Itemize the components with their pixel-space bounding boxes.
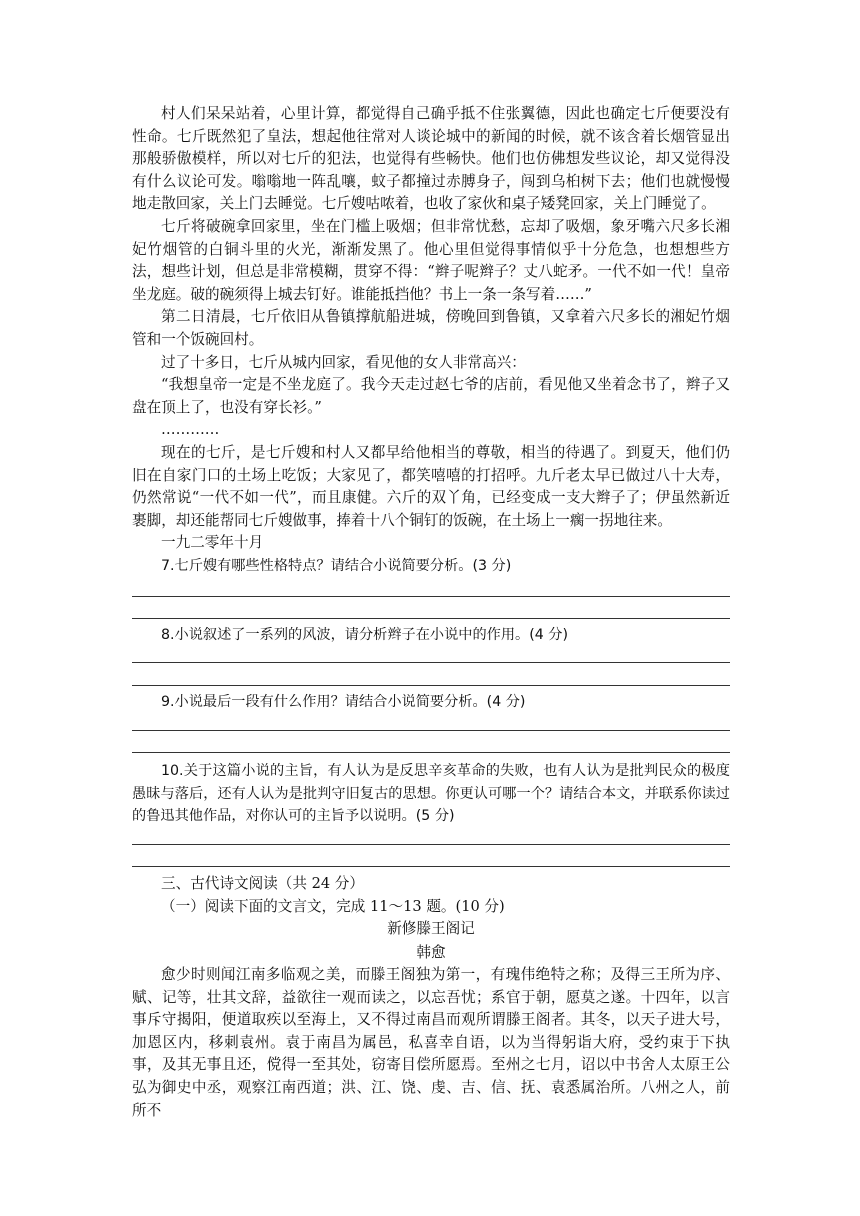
question-text: 8.小说叙述了一系列的风波，请分析辫子在小说中的作用。(4 分)	[161, 627, 569, 643]
section-heading	[132, 873, 730, 918]
answer-line[interactable]	[132, 844, 730, 845]
paragraph: 愈少时则闻江南多临观之美，而滕王阁独为第一，有瑰伟绝特之称；及得三王所为序、赋、记等，壮其文辞，益欲往一观而读之，以忘吾忧；系官于朝，愿莫之遂。十四年，以言事斥守揭阳，便道取疾以至海上，又不得过南昌而观所谓滕王阁者。其冬，以天子进大号，加恩区内，移刺袁州。袁于南昌为属邑，私喜幸自语，以为当得躬诣大府，受约束于下执事，及其无事且还，傥得一至其处，窃寄目偿所愿焉。至州之七月，诏以中书舍人太原王公弘为御史中丞，观察江南西道；洪、江、饶、虔、吉、信、抚、袁悉属治所。八州之人，前所不	[132, 966, 730, 1119]
paragraph: 现在的七斤，是七斤嫂和村人又都早给他相当的尊敬，相当的待遇了。到夏天，他们仍旧在自家门口的土场上吃饭；大家见了，都笑嘻嘻的打招呼。九斤老太早已做过八十大寿，仍然常说“一代不如一代”，而且康健。六斤的双丫角，已经变成一支大辫子了；伊虽然新近裹脚，却还能帮同七斤嫂做事，捧着十八个铜钉的饭碗，在土场上一瘸一拐地往来。	[132, 443, 730, 529]
answer-line[interactable]	[132, 752, 730, 753]
ellipsis-line: …………	[161, 421, 220, 439]
paragraph: 村人们呆呆站着，心里计算，都觉得自己确乎抵不住张翼德，因此也确定七斤便要没有性命。七斤既然犯了皇法，想起他往常对人谈论城中的新闻的时候，就不该含着长烟管显出那般骄傲模样，所以对七斤的犯法，也觉得有些畅快。他们也仿佛想发些议论，却又觉得没有什么议论可发。嗡嗡地一阵乱嚷，蚊子都撞过赤膊身子，闯到乌桕树下去；他们也就慢慢地走散回家，关上门去睡觉。七斤嫂咕哝着，也收了家伙和桌子矮凳回家，关上门睡觉了。	[132, 105, 730, 213]
question-9	[132, 691, 730, 714]
quotation-paragraph: “我想皇帝一定是不坐龙庭了。我今天走过赵七爷的店前，看见他又坐着念书了，辫子又盘在顶上了，也没有穿长衫。”	[132, 376, 730, 416]
answer-line[interactable]	[132, 685, 730, 686]
answer-line[interactable]	[132, 730, 730, 731]
answer-line[interactable]	[132, 618, 730, 619]
paragraph: 七斤将破碗拿回家里，坐在门槛上吸烟；但非常忧愁，忘却了吸烟，象牙嘴六尺多长湘妃竹烟管的白铜斗里的火光，渐渐发黑了。他心里但觉得事情似乎十分危急，也想想些方法，想些计划，但总是非常模糊，贯穿不得：“辫子呢辫子？丈八蛇矛。一代不如一代！皇帝坐龙庭。破的碗须得上城去钉好。谁能抵挡他？书上一条一条写着……”	[132, 217, 730, 303]
section-subtitle: （一）阅读下面的文言文，完成 11～13 题。(10 分)	[161, 897, 505, 915]
question-7	[132, 555, 730, 578]
paragraph: 第二日清晨，七斤依旧从鲁镇撑航船进城，傍晚回到鲁镇，又拿着六尺多长的湘妃竹烟管和一个饭碗回村。	[132, 308, 730, 348]
classical-text	[132, 964, 730, 1122]
paragraph: 过了十多日，七斤从城内回家，看见他的女人非常高兴：	[161, 353, 526, 371]
answer-line[interactable]	[132, 866, 730, 867]
question-text: 7.七斤嫂有哪些性格特点？请结合小说简要分析。(3 分)	[161, 558, 512, 574]
answer-line[interactable]	[132, 662, 730, 663]
story-date: 一九二零年十月	[161, 534, 264, 552]
question-10	[132, 760, 730, 828]
question-text: 10.关于这篇小说的主旨，有人认为是反思辛亥革命的失败，也有人认为是批判民众的极度愚昧与落后，还有人认为是批判守旧复古的思想。你更认可哪一个？请结合本文，并联系你读过的鲁迅其他作品，对你认可的主旨予以说明。(5 分)	[132, 763, 730, 825]
question-8	[132, 624, 730, 647]
story-excerpt	[132, 103, 730, 555]
section-title: 三、古代诗文阅读（共 24 分）	[161, 875, 364, 892]
essay-title: 新修滕王阁记	[387, 920, 475, 937]
question-text: 9.小说最后一段有什么作用？请结合小说简要分析。(4 分)	[161, 694, 526, 710]
answer-line[interactable]	[132, 596, 730, 597]
essay-author: 韩愈	[416, 944, 446, 961]
